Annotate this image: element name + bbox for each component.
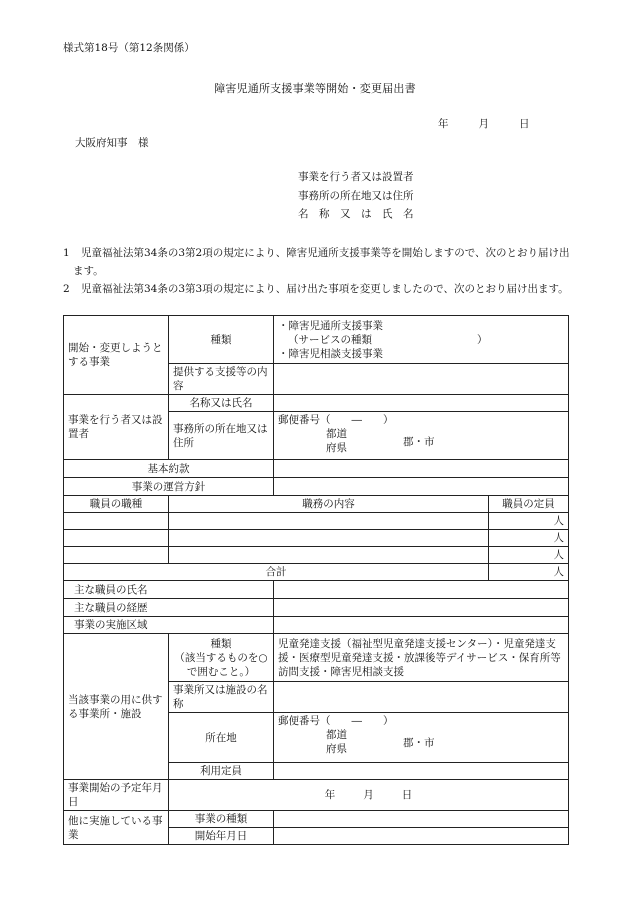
implementation-area-field[interactable]: [274, 617, 569, 634]
notification-form-table: [63, 315, 569, 845]
staff-type-header: 職員の職種: [64, 496, 169, 513]
type-option-1: ・障害児通所支援事業: [278, 319, 383, 332]
facility-type-cell: [169, 634, 274, 682]
sender-name-label: 名 称 又 は 氏 名: [298, 208, 414, 220]
paragraph-2-text: 児童福祉法第34条の3第3項の規定により、届け出た事項を変更しましたので、次のとおり届け出ます。: [81, 283, 569, 295]
operation-policy-label: 事業の運営方針: [64, 478, 274, 496]
addressee: 大阪府知事 様: [75, 137, 149, 149]
basic-articles-label: 基本約款: [64, 460, 274, 478]
facility-prefecture-label: 都道府県: [326, 729, 347, 755]
business-type-label: 事業の種類: [169, 811, 274, 828]
start-change-business-label: 開始・変更しようとする事業: [64, 316, 169, 395]
paragraph-1-text: 児童福祉法第34条の3第2項の規定により、障害児通所支援事業等を開始しますので、次のとおり届け出ます。: [73, 247, 570, 277]
main-staff-history-field[interactable]: [274, 599, 569, 617]
planned-day-label: 日: [401, 789, 413, 801]
total-quota-cell[interactable]: 人: [489, 564, 569, 581]
staff-quota-cell[interactable]: 人: [489, 530, 569, 547]
district-city-label: 郡・市: [403, 436, 435, 448]
staff-type-cell[interactable]: [64, 530, 169, 547]
support-content-field[interactable]: [274, 364, 569, 395]
staff-quota-cell[interactable]: 人: [489, 513, 569, 530]
date-year-label: 年: [438, 118, 449, 130]
type-label: 種類: [169, 316, 274, 364]
operator-label: 事業を行う者又は設置者: [64, 395, 169, 460]
paragraph-2-number: 2: [63, 283, 70, 295]
duty-content-cell[interactable]: [169, 530, 489, 547]
main-staff-history-label: 主な職員の経歴: [64, 599, 274, 617]
office-address-label: 事務所の所在地又は住所: [169, 412, 274, 460]
total-label: 合計: [64, 564, 489, 581]
main-staff-name-field[interactable]: [274, 581, 569, 599]
name-field[interactable]: [274, 395, 569, 412]
location-field[interactable]: [274, 713, 569, 763]
staff-quota-cell[interactable]: 人: [489, 547, 569, 564]
duty-content-cell[interactable]: [169, 513, 489, 530]
type-option-1-sub: （サービスの種類 ）: [288, 333, 488, 346]
support-content-label: 提供する支援等の内容: [169, 364, 274, 395]
type-options-cell[interactable]: [274, 316, 569, 364]
staff-type-cell[interactable]: [64, 513, 169, 530]
staff-type-cell[interactable]: [64, 547, 169, 564]
other-business-label: 他に実施している事業: [64, 811, 169, 845]
duty-content-cell[interactable]: [169, 547, 489, 564]
capacity-field[interactable]: [274, 763, 569, 780]
sender-address-label: 事務所の所在地又は住所: [298, 189, 414, 202]
planned-month-label: 月: [363, 789, 374, 801]
planned-start-date-field[interactable]: [169, 780, 569, 811]
name-label: 名称又は氏名: [169, 395, 274, 412]
implementation-area-label: 事業の実施区域: [64, 617, 274, 634]
start-date-label: 開始年月日: [169, 828, 274, 845]
sender-operator-label: 事業を行う者又は設置者: [298, 171, 414, 183]
main-staff-name-label: 主な職員の氏名: [64, 581, 274, 599]
facility-name-field[interactable]: [274, 682, 569, 713]
duty-content-header: 職務の内容: [169, 496, 489, 513]
prefecture-label: 都道府県: [326, 428, 347, 454]
office-address-field[interactable]: [274, 412, 569, 460]
operation-policy-field[interactable]: [274, 478, 569, 496]
facility-label: 当該事業の用に供する事業所・施設: [64, 634, 169, 780]
paragraph-1-number: 1: [63, 247, 70, 259]
basic-articles-field[interactable]: [274, 460, 569, 478]
sender-block: [298, 168, 414, 224]
capacity-label: 利用定員: [169, 763, 274, 780]
facility-name-label: 事業所又は施設の名称: [169, 682, 274, 713]
date-day-label: 日: [519, 118, 530, 130]
date-line: [438, 116, 530, 131]
facility-postal-code-line: 郵便番号（ ― ）: [278, 715, 394, 727]
postal-code-line: 郵便番号（ ― ）: [278, 414, 394, 426]
location-label: 所在地: [169, 713, 274, 763]
business-type-field[interactable]: [274, 811, 569, 828]
form-number: 様式第18号（第12条関係）: [63, 42, 195, 54]
facility-type-options[interactable]: 児童発達支援（福祉型児童発達支援センター）・児童発達支援・医療型児童発達支援・放課後等デイサービス・保育所等訪問支援・障害児相談支援: [274, 634, 569, 682]
facility-district-city-label: 郡・市: [403, 737, 435, 749]
staff-quota-header: 職員の定員: [489, 496, 569, 513]
start-date-field[interactable]: [274, 828, 569, 845]
document-title: 障害児通所支援事業等開始・変更届出書: [214, 82, 416, 95]
date-month-label: 月: [478, 118, 489, 130]
planned-start-date-label: 事業開始の予定年月日: [64, 780, 169, 811]
planned-year-label: 年: [324, 789, 336, 801]
facility-type-note: （該当するものを○で囲むこと。）: [174, 651, 268, 678]
type-option-2: ・障害児相談支援事業: [278, 347, 383, 360]
facility-type-label: 種類: [210, 637, 232, 650]
